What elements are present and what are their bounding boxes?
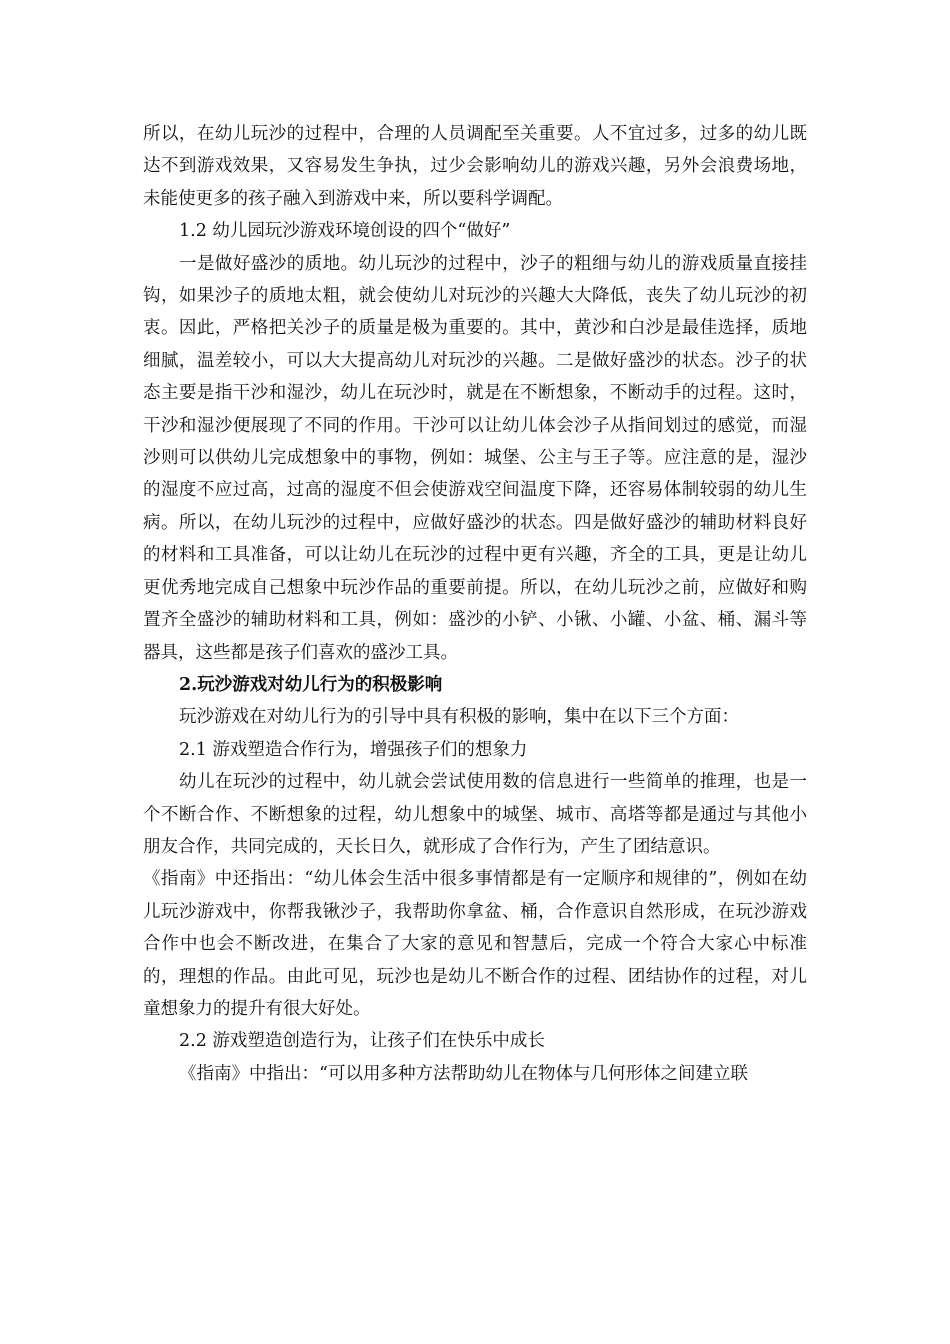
body-paragraph: 所以，在幼儿玩沙的过程中，合理的人员调配至关重要。人不宜过多，过多的幼儿既达不到游戏效果，又容易发生争执，过少会影响幼儿的游戏兴趣，另外会浪费场地，未能使更多的孩子融入到游戏中来，所以要科学调配。 bbox=[143, 124, 807, 209]
section-heading-1-2: 1.2 幼儿园玩沙游戏环境创设的四个“做好” bbox=[179, 221, 511, 242]
body-paragraph: 《指南》中指出：“可以用多种方法帮助幼儿在物体与几何形体之间建立联 bbox=[179, 1063, 748, 1084]
body-paragraph: 幼儿在玩沙的过程中，幼儿就会尝试使用数的信息进行一些简单的推理，也是一个不断合作、不断想象的过程，幼儿想象中的城堡、城市、高塔等都是通过与其他小朋友合作，共同完成的，天长日久，就形成了合作行为，产生了团结意识。 bbox=[143, 772, 807, 857]
body-paragraph: 《指南》中还指出：“幼儿体会生活中很多事情都是有一定顺序和规律的”，例如在幼儿玩沙游戏中，你帮我锹沙子，我帮助你拿盆、桶，合作意识自然形成，在玩沙游戏合作中也会不断改进，在集合了大家的意见和智慧后，完成一个符合大家心中标准的，理想的作品。由此可见，玩沙也是幼儿不断合作的过程、团结协作的过程，对儿童想象力的提升有很大好处。 bbox=[143, 869, 807, 1019]
body-paragraph: 玩沙游戏在对幼儿行为的引导中具有积极的影响，集中在以下三个方面： bbox=[179, 707, 739, 728]
document-body bbox=[143, 118, 807, 1090]
section-heading-2-2: 2.2 游戏塑造创造行为，让孩子们在快乐中成长 bbox=[179, 1031, 545, 1052]
body-paragraph: 一是做好盛沙的质地。幼儿玩沙的过程中，沙子的粗细与幼儿的游戏质量直接挂钩，如果沙子的质地太粗，就会使幼儿对玩沙的兴趣大大降低，丧失了幼儿玩沙的初衷。因此，严格把关沙子的质量是极为重要的。其中，黄沙和白沙是最佳选择，质地细腻，温差较小，可以大大提高幼儿对玩沙的兴趣。二是做好盛沙的状态。沙子的状态主要是指干沙和湿沙，幼儿在玩沙时，就是在不断想象，不断动手的过程。这时，干沙和湿沙便展现了不同的作用。干沙可以让幼儿体会沙子从指间划过的感觉，而湿沙则可以供幼儿完成想象中的事物，例如：城堡、公主与王子等。应注意的是，湿沙的湿度不应过高，过高的湿度不但会使游戏空间温度下降，还容易体制较弱的幼儿生病。所以，在幼儿玩沙的过程中，应做好盛沙的状态。四是做好盛沙的辅助材料良好的材料和工具准备，可以让幼儿在玩沙的过程中更有兴趣，齐全的工具，更是让幼儿更优秀地完成自己想象中玩沙作品的重要前提。所以，在幼儿玩沙之前，应做好和购置齐全盛沙的辅助材料和工具，例如：盛沙的小铲、小锹、小罐、小盆、桶、漏斗等器具，这些都是孩子们喜欢的盛沙工具。 bbox=[143, 253, 807, 663]
section-heading-2-1: 2.1 游戏塑造合作行为，增强孩子们的想象力 bbox=[179, 739, 528, 760]
section-heading-2: 2.玩沙游戏对幼儿行为的积极影响 bbox=[179, 674, 443, 695]
